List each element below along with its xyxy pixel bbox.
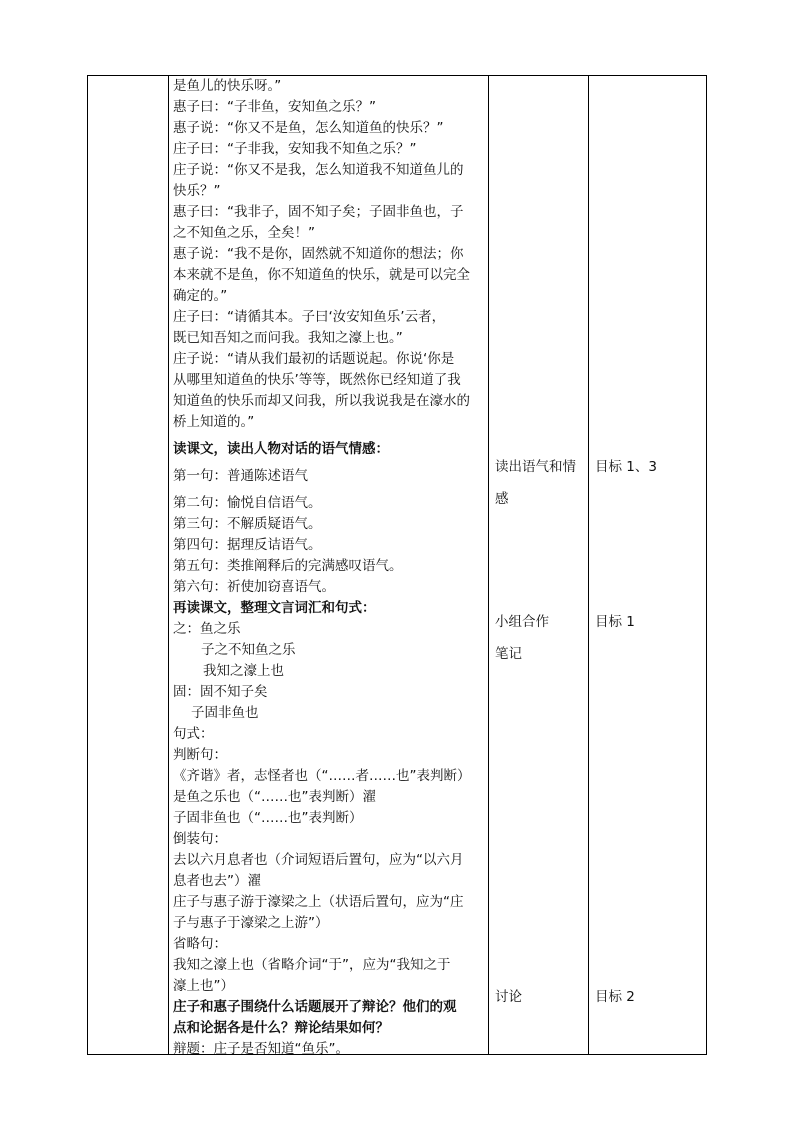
tone-line: 第二句：愉悦自信语气。 [173,495,322,511]
section-heading-debate: 庄子和惠子围绕什么话题展开了辩论？他们的观 [173,999,457,1015]
vocab-line: 之：鱼之乐 [173,621,241,637]
goal-text: 目标 1 [595,614,635,630]
activity-text: 笔记 [495,646,522,662]
tone-line: 第三句：不解质疑语气。 [173,516,322,532]
grammar-line: 是鱼之乐也（“……也”表判断）濯 [173,789,376,805]
text-line: 庄子说：“你又不是我，怎么知道我不知道鱼儿的 [173,162,464,178]
grammar-line: 息者也去”）濯 [173,873,261,889]
text-line: 惠子说：“我不是你，固然就不知道你的想法；你 [173,246,464,262]
goal-cell-c [595,981,635,1013]
tone-line: 第五句：类推阐释后的完满感叹语气。 [173,558,403,574]
grammar-line: 判断句： [173,747,227,763]
grammar-line: 去以六月息者也（介词短语后置句，应为“以六月 [173,852,464,868]
column-divider [168,76,169,1054]
text-line: 庄子说：“请从我们最初的话题说起。你说‘你是 [173,351,455,367]
grammar-line: 省略句： [173,936,227,952]
grammar-line: 倒装句： [173,831,227,847]
goal-cell-b [595,606,635,638]
activity-text: 读出语气和情 [495,459,576,475]
vocab-line: 子固非鱼也 [191,705,259,721]
grammar-line: 庄子与惠子游于濠梁之上（状语后置句，应为“庄 [173,894,464,910]
grammar-line: 我知之濠上也（省略介词“于”，应为“我知之于 [173,957,451,973]
text-line: 是鱼儿的快乐呀。” [173,78,282,94]
text-line: 之不知鱼之乐，全矣！” [173,225,315,241]
text-line: 惠子说：“你又不是鱼，怎么知道鱼的快乐？” [173,120,444,136]
column-divider [588,76,589,1054]
section-heading-vocab: 再读课文，整理文言词汇和句式： [173,600,376,616]
tone-line: 第六句：祈使加窃喜语气。 [173,579,335,595]
grammar-line: 子与惠子于濠梁之上游”） [173,915,329,931]
text-line: 桥上知道的。” [173,414,255,430]
column-divider [488,76,489,1054]
text-line: 确定的。” [173,288,228,304]
activity-text: 感 [495,491,509,507]
grammar-line: 子固非鱼也（“……也”表判断） [173,810,363,826]
activity-text: 讨论 [495,989,522,1005]
vocab-line: 我知之濠上也 [203,663,284,679]
grammar-line: 《齐谐》者，志怪者也（“……者……也”表判断） [173,768,471,784]
text-line: 既已知吾知之而问我。我知之濠上也。” [173,330,403,346]
text-line: 本来就不是鱼，你不知道鱼的快乐，就是可以完全 [173,267,470,283]
activity-cell-b [495,606,549,670]
text-line: 惠子曰：“我非子，固不知子矣；子固非鱼也，子 [173,204,464,220]
text-line: 惠子曰：“子非鱼，安知鱼之乐？” [173,99,376,115]
goal-cell-a [595,451,657,483]
text-line: 从哪里知道鱼的快乐’等等，既然你已经知道了我 [173,372,461,388]
tone-line: 第一句：普通陈述语气 [173,468,308,484]
section-heading-tone: 读课文，读出人物对话的语气情感： [173,441,389,457]
grammar-line: 句式： [173,726,214,742]
goal-text: 目标 2 [595,989,635,1005]
debate-topic: 辩题：庄子是否知道“鱼乐”。 [173,1041,349,1057]
activity-text: 小组合作 [495,614,549,630]
teaching-content-column [173,76,487,1060]
text-line: 庄子曰：“子非我，安知我不知鱼之乐？” [173,141,417,157]
goal-text: 目标 1、3 [595,459,657,475]
text-line: 快乐？” [173,183,221,199]
text-line: 知道鱼的快乐而却又问我，所以我说我是在濠水的 [173,393,470,409]
tone-line: 第四句：据理反诘语气。 [173,537,322,553]
vocab-line: 子之不知鱼之乐 [201,642,296,658]
section-heading-debate: 点和论据各是什么？辩论结果如何？ [173,1020,389,1036]
grammar-line: 濠上也”） [173,978,234,994]
activity-cell-c [495,981,522,1013]
text-line: 庄子曰：“请循其本。子曰‘汝安知鱼乐’云者， [173,309,446,325]
vocab-line: 固：固不知子矣 [173,684,268,700]
activity-cell-a [495,451,576,515]
